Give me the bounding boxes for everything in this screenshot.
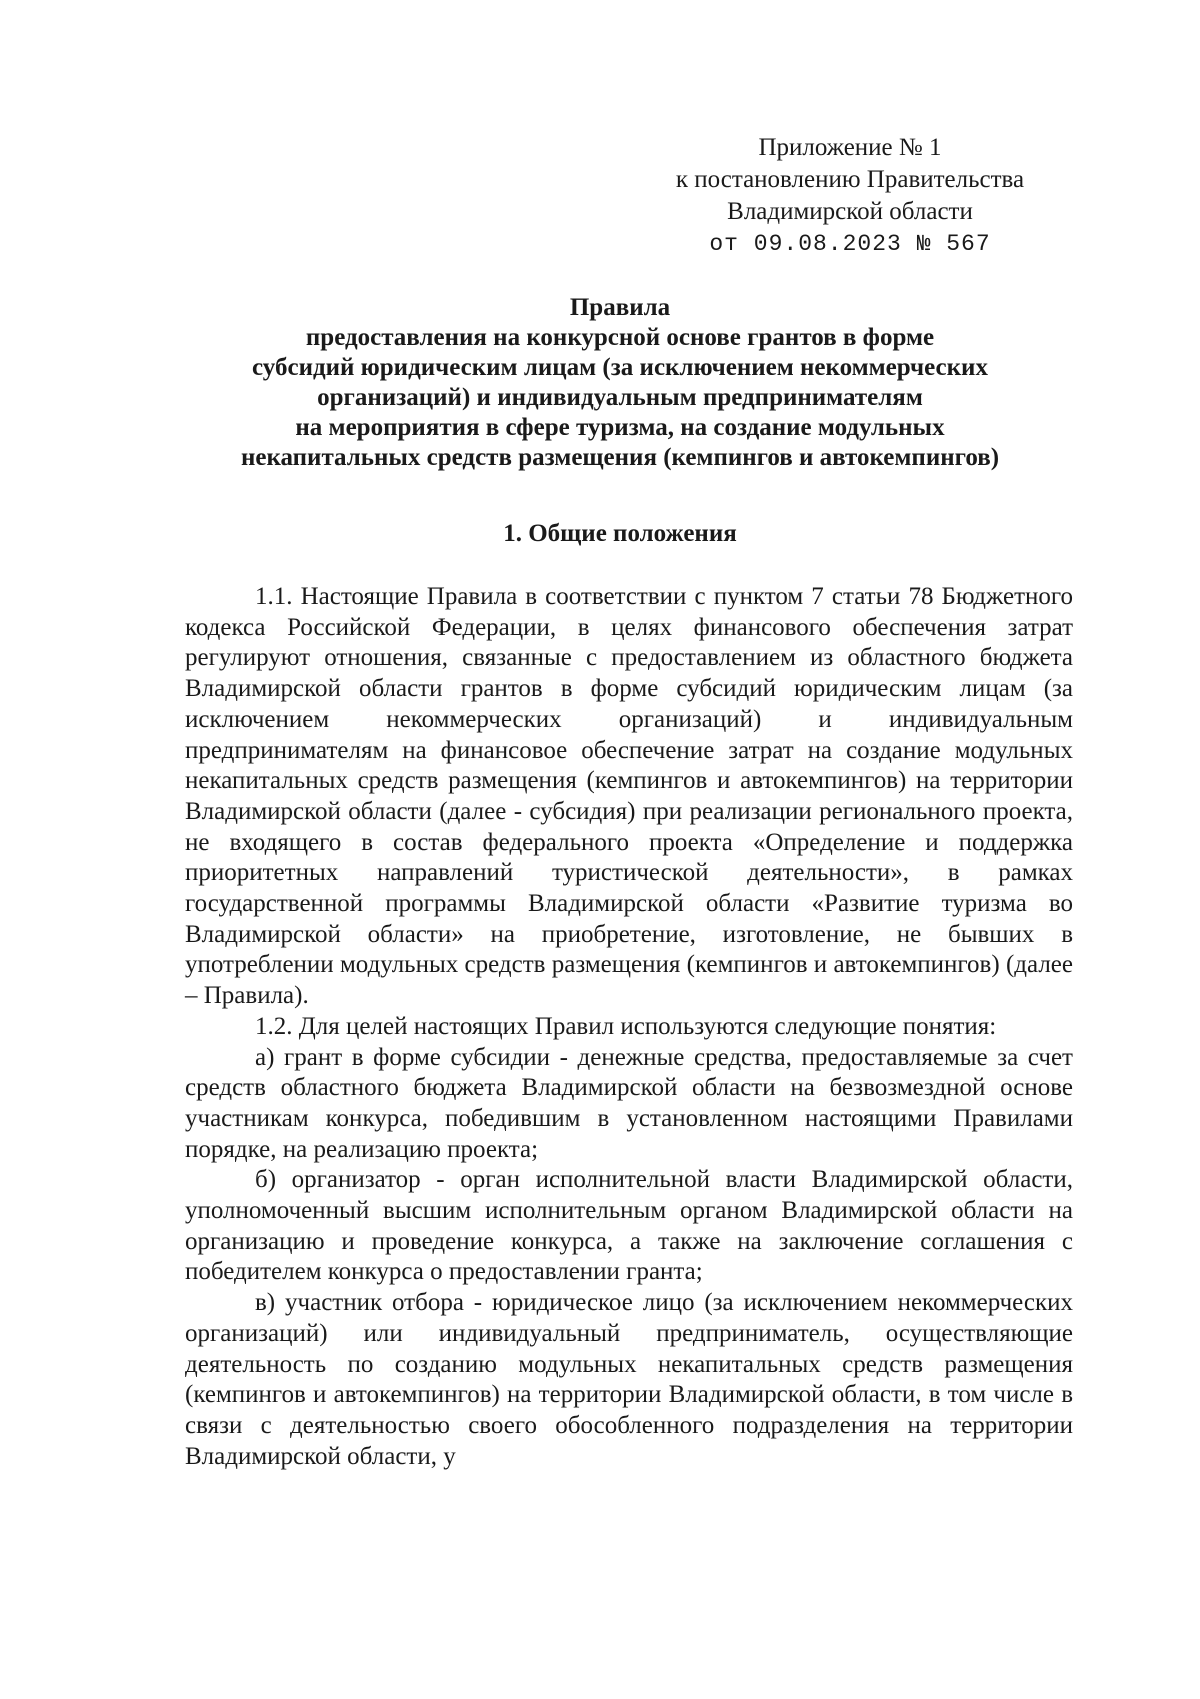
appendix-decree-ref: к постановлению Правительства bbox=[675, 166, 1025, 193]
paragraph-1-2: 1.2. Для целей настоящих Правил используются следующие понятия: bbox=[255, 1012, 997, 1040]
section-heading: 1. Общие положения bbox=[503, 520, 737, 547]
title-line-2: предоставления на конкурсной основе грантов в форме bbox=[305, 324, 935, 351]
paragraph-v: в) участник отбора - юридическое лицо (за исключением некоммерческих организаций) или индивидуальный предприниматель, осуществляющие деятельность по созданию модульных некапитальных средств размещения (кемпингов и автокемпингов) на территории Владимирской области, в том числе в связи с деятельностью своего обособленного подразделения на территории Владимирской области, у bbox=[185, 1289, 1073, 1470]
title-line-6: некапитальных средств размещения (кемпингов и автокемпингов) bbox=[240, 444, 1000, 471]
title-line-3: субсидий юридическим лицам (за исключением некоммерческих bbox=[252, 354, 988, 381]
paragraph-1-1: 1.1. Настоящие Правила в соответствии с пунктом 7 статьи 78 Бюджетного кодекса Российской Федерации, в целях финансового обеспечения затрат регулируют отношения, связанные с предоставлением из областного бюджета Владимирской области грантов в форме субсидий юридическим лицам (за исключением некоммерческих организаций) и индивидуальным предпринимателям на финансовое обеспечение затрат на создание модульных некапитальных средств размещения (кемпингов и автокемпингов) на территории Владимирской области (далее - субсидия) при реализации регионального проекта, не входящего в состав федерального проекта «Определение и поддержка приоритетных направлений туристической деятельности», в рамках государственной программы Владимирской области «Развитие туризма во Владимирской области» на приобретение, изготовление, не бывших в употреблении модульных средств размещения (кемпингов и автокемпингов) (далее – Правила). bbox=[185, 583, 1073, 1010]
title-line-4: организаций) и индивидуальным предпринимателям bbox=[317, 384, 923, 411]
title-line-1: Правила bbox=[569, 294, 671, 321]
paragraph-a: а) грант в форме субсидии - денежные средства, предоставляемые за счет средств областного бюджета Владимирской области на безвозмездной основе участникам конкурса, победившим в установленном настоящими Правилами порядке, на реализацию проекта; bbox=[185, 1043, 1073, 1163]
appendix-header bbox=[640, 132, 1060, 260]
appendix-region: Владимирской области bbox=[727, 198, 973, 225]
document-body bbox=[185, 582, 1073, 1472]
paragraph-b: б) организатор - орган исполнительной власти Владимирской области, уполномоченный высшим исполнительным органом Владимирской области на организацию и проведение конкурса, а также на заключение соглашения с победителем конкурса о предоставлении гранта; bbox=[185, 1166, 1073, 1286]
title-line-5: на мероприятия в сфере туризма, на создание модульных bbox=[295, 414, 945, 441]
document-title bbox=[170, 293, 1070, 473]
appendix-number: Приложение № 1 bbox=[758, 134, 942, 161]
appendix-date-number: от 09.08.2023 № 567 bbox=[709, 231, 991, 257]
